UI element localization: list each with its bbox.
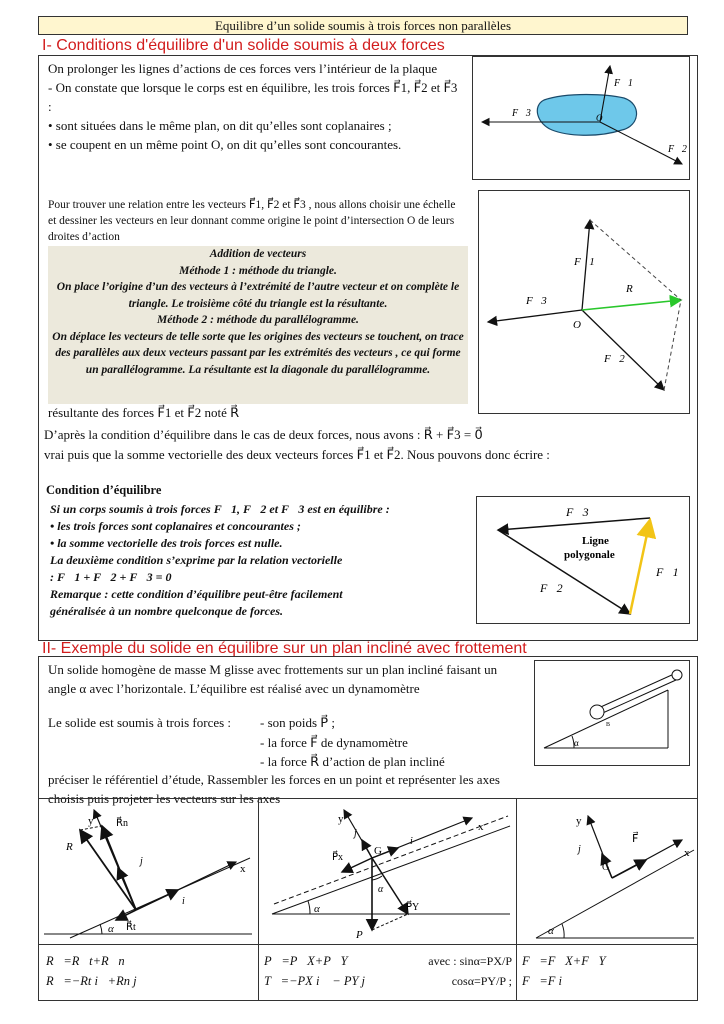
condition-3: • la somme vectorielle des trois forces est nulle. bbox=[50, 536, 283, 550]
eq-2d: cosα=PY/P ; bbox=[451, 974, 512, 988]
d1-rn-label: R⃗n bbox=[116, 818, 128, 829]
d2-px-arrow bbox=[342, 858, 372, 872]
para-f2-label: F⃗2 bbox=[604, 353, 625, 365]
poly-line-label-1: Ligne bbox=[582, 535, 609, 547]
plate-f3-label: F⃗3 bbox=[512, 108, 531, 119]
force-r: - la force R⃗ d’action de plan incliné bbox=[260, 754, 445, 769]
d2-angle-arc bbox=[308, 901, 310, 914]
d2-g-label: G bbox=[374, 845, 382, 857]
diagram-1 bbox=[40, 800, 256, 942]
d2-alpha: α bbox=[314, 903, 320, 915]
method-1-text: On place l’origine d’un des vecteurs à l’extrémité de l’autre vecteur et on complète le triangle. Le troisième côté du triangle est la résultante. bbox=[56, 281, 460, 310]
condition-2: • les trois forces sont coplanaires et concourantes ; bbox=[50, 519, 301, 533]
method-2-title: Méthode 2 : méthode du parallélogramme. bbox=[157, 314, 359, 326]
plate-f1-label: F⃗1 bbox=[614, 78, 633, 89]
diagram-3 bbox=[518, 800, 696, 942]
incline-b: B bbox=[606, 722, 611, 728]
incline-figure bbox=[534, 660, 690, 766]
d3-alpha: α bbox=[548, 925, 554, 937]
plate-shape bbox=[537, 95, 636, 136]
eq-cell-1 bbox=[46, 951, 146, 991]
diagram-row-top bbox=[38, 798, 698, 799]
force-p: - son poids P⃗ ; bbox=[260, 715, 336, 730]
sum-text: vrai puis que la somme vectorielle des deux vecteurs forces F⃗1 et F⃗2. Nous pouvons donc écrire : bbox=[44, 447, 550, 462]
eq-3a: F⃗=F⃗X+F⃗Y bbox=[522, 954, 606, 968]
poly-f2-arrow bbox=[498, 530, 630, 614]
page-header: Equilibre d’un solide soumis à trois forces non parallèles bbox=[38, 16, 688, 35]
polygon-figure bbox=[476, 496, 690, 624]
poly-f3-arrow bbox=[498, 518, 650, 530]
method-2-text: On déplace les vecteurs de telle sorte que les origines des vecteurs se touchent, on trace des parallèles aux deux vecteurs passant par les extrémités des vecteurs , ce qui forme un parallélogramme. La résultante est la diagonale du parallélogramme. bbox=[52, 330, 464, 376]
eq-3b: F⃗=F i⃗ bbox=[522, 974, 572, 988]
poly-line-label-2: polygonale bbox=[564, 549, 615, 561]
dyna-ring bbox=[672, 670, 682, 680]
forces-lead: Le solide est soumis à trois forces : bbox=[48, 715, 232, 730]
eq-cell-3 bbox=[522, 951, 606, 991]
section-2-title: II- Exemple du solide en équilibre sur un plan incliné avec frottement bbox=[42, 640, 527, 657]
d2-proj-dash bbox=[372, 914, 408, 930]
poly-f3-label: F⃗3 bbox=[566, 505, 589, 519]
d2-dash-parallel bbox=[274, 816, 508, 904]
para-f3-arrow bbox=[488, 310, 582, 322]
eq-2c: avec : sinα=PX/P bbox=[428, 954, 512, 968]
d2-y-label: y bbox=[338, 813, 344, 825]
d1-y-label: y bbox=[88, 815, 94, 827]
diagram-row-bottom bbox=[38, 944, 698, 945]
d1-i-label: i⃗ bbox=[182, 896, 193, 907]
d1-angle-arc bbox=[100, 924, 102, 934]
d2-alpha-2: α bbox=[378, 884, 384, 895]
d2-p-label: P⃗ bbox=[356, 929, 372, 941]
dyna-line-1 bbox=[594, 674, 674, 710]
para-dashed-2 bbox=[664, 300, 681, 390]
plate-o-label: O bbox=[596, 113, 603, 123]
relation-text: Pour trouver une relation entre les vecteurs F⃗1, F⃗2 et F⃗3 , nous allons choisir une échelle et dessiner les vecteurs en leur donnant comme origine le point d’intersection O de leurs droites d’action bbox=[48, 199, 456, 243]
eq-2b: T⃗=−PX i⃗ − PY j⃗ bbox=[264, 974, 375, 988]
poly-f1-arrow bbox=[630, 520, 650, 614]
condition-6: Remarque : cette condition d’équilibre peut-être facilement bbox=[50, 587, 343, 601]
condition-7: généralisée à un nombre quelconque de forces. bbox=[50, 604, 283, 618]
incline-slope bbox=[544, 690, 668, 748]
d3-f-arrow bbox=[612, 860, 646, 878]
d1-r-label: R⃗ bbox=[66, 841, 82, 853]
d1-rt-arrow bbox=[116, 910, 136, 920]
eq-cell-2b bbox=[420, 951, 512, 991]
para-f1-label: F⃗1 bbox=[574, 256, 595, 268]
instructions-text: préciser le référentiel d’étude, Rassembler les forces en un point et représenter les axes choisis puis projeter les vecteurs sur les axes bbox=[48, 772, 500, 806]
d3-x-label: x bbox=[684, 847, 690, 859]
incline-border bbox=[535, 661, 690, 766]
plate-f2-label: F⃗2 bbox=[668, 144, 687, 155]
intro-line-1: On prolonger les lignes d’actions de ces forces vers l’intérieur de la plaque bbox=[48, 61, 438, 76]
d1-i-arrow bbox=[136, 890, 178, 910]
resultant-text: résultante des forces F⃗1 et F⃗2 noté R⃗ bbox=[48, 405, 240, 420]
d3-slope bbox=[536, 850, 694, 938]
condition-block bbox=[50, 501, 450, 620]
d1-alpha: α bbox=[108, 923, 114, 935]
f2-arrow bbox=[600, 122, 682, 164]
solid-ball bbox=[590, 705, 604, 719]
d2-py-label: P⃗Y bbox=[406, 902, 420, 913]
d3-f-label: F⃗ bbox=[632, 833, 639, 845]
method-box bbox=[48, 246, 468, 404]
section-1-title: I- Conditions d'équilibre d'un solide soumis à deux forces bbox=[42, 37, 445, 54]
d3-g-label: G bbox=[602, 862, 610, 873]
para-f2-arrow bbox=[582, 310, 664, 390]
poly-f1-label: F⃗1 bbox=[656, 565, 679, 579]
eq-2a: P⃗=P⃗X+P⃗Y bbox=[264, 954, 348, 968]
condition-1: Si un corps soumis à trois forces F⃗1, F⃗2 et F⃗3 est en équilibre : bbox=[50, 502, 390, 516]
intro-line-3: • sont situées dans le même plan, on dit qu’elles sont coplanaires ; bbox=[48, 118, 392, 133]
d3-j-label: j⃗ bbox=[578, 844, 589, 855]
plate-figure bbox=[472, 56, 690, 180]
para-f3-label: F⃗3 bbox=[526, 295, 547, 307]
intro-line-4: • se coupent en un même point O, on dit qu’elles sont concourantes. bbox=[48, 137, 402, 152]
condition-4: La deuxième condition s’exprime par la relation vectorielle bbox=[50, 553, 343, 567]
diagram-2 bbox=[260, 800, 514, 942]
para-o-label: O bbox=[573, 319, 581, 331]
para-r-label: R⃗ bbox=[626, 283, 642, 295]
method-1-title: Méthode 1 : méthode du triangle. bbox=[179, 264, 337, 277]
d1-x-label: x bbox=[240, 863, 246, 875]
d1-j-label: j⃗ bbox=[140, 856, 151, 867]
resultant-arrow bbox=[582, 300, 681, 310]
intro-line-2: - On constate que lorsque le corps est en équilibre, les trois forces F⃗1, F⃗2 et F⃗3 : bbox=[48, 80, 458, 114]
eq-1b: R⃗=−Rt i⃗+Rn j⃗ bbox=[46, 974, 147, 988]
section-1-intro bbox=[48, 59, 458, 154]
parallelogram-figure bbox=[478, 190, 690, 414]
d2-j-label: j⃗ bbox=[354, 828, 365, 839]
method-heading: Addition de vecteurs bbox=[209, 248, 307, 260]
d2-j-arrow bbox=[362, 840, 372, 858]
d2-i-label: i⃗ bbox=[410, 836, 421, 847]
d3-angle-arc bbox=[562, 924, 564, 938]
d2-px-label: P⃗x bbox=[332, 852, 344, 863]
condition-title: Condition d’équilibre bbox=[46, 483, 162, 497]
d2-slope bbox=[272, 826, 510, 914]
incline-alpha: α bbox=[574, 738, 579, 748]
equilibrium-text: D’après la condition d’équilibre dans le cas de deux forces, nous avons : R⃗ + F⃗3 = 0⃗ bbox=[44, 427, 483, 442]
d2-x-label: x bbox=[478, 821, 484, 833]
poly-f2-label: F⃗2 bbox=[540, 581, 563, 595]
diagram-divider-2 bbox=[516, 798, 517, 1001]
section-2-intro: Un solide homogène de masse M glisse avec frottements sur un plan incliné faisant un angle α avec l’horizontale. L’équilibre est réalisé avec un dynamomètre bbox=[48, 662, 498, 696]
force-f: - la force F⃗ de dynamomètre bbox=[260, 735, 408, 750]
d1-rt-label: R⃗t bbox=[126, 922, 136, 933]
condition-5: : F⃗1 + F⃗2 + F⃗3 = 0⃗ bbox=[50, 570, 181, 584]
eq-cell-2 bbox=[264, 951, 375, 991]
eq-1a: R⃗=R⃗t+R⃗n bbox=[46, 954, 125, 968]
diagram-divider-1 bbox=[258, 798, 259, 1001]
dyna-line-2 bbox=[596, 680, 676, 716]
d3-y-label: y bbox=[576, 815, 582, 827]
